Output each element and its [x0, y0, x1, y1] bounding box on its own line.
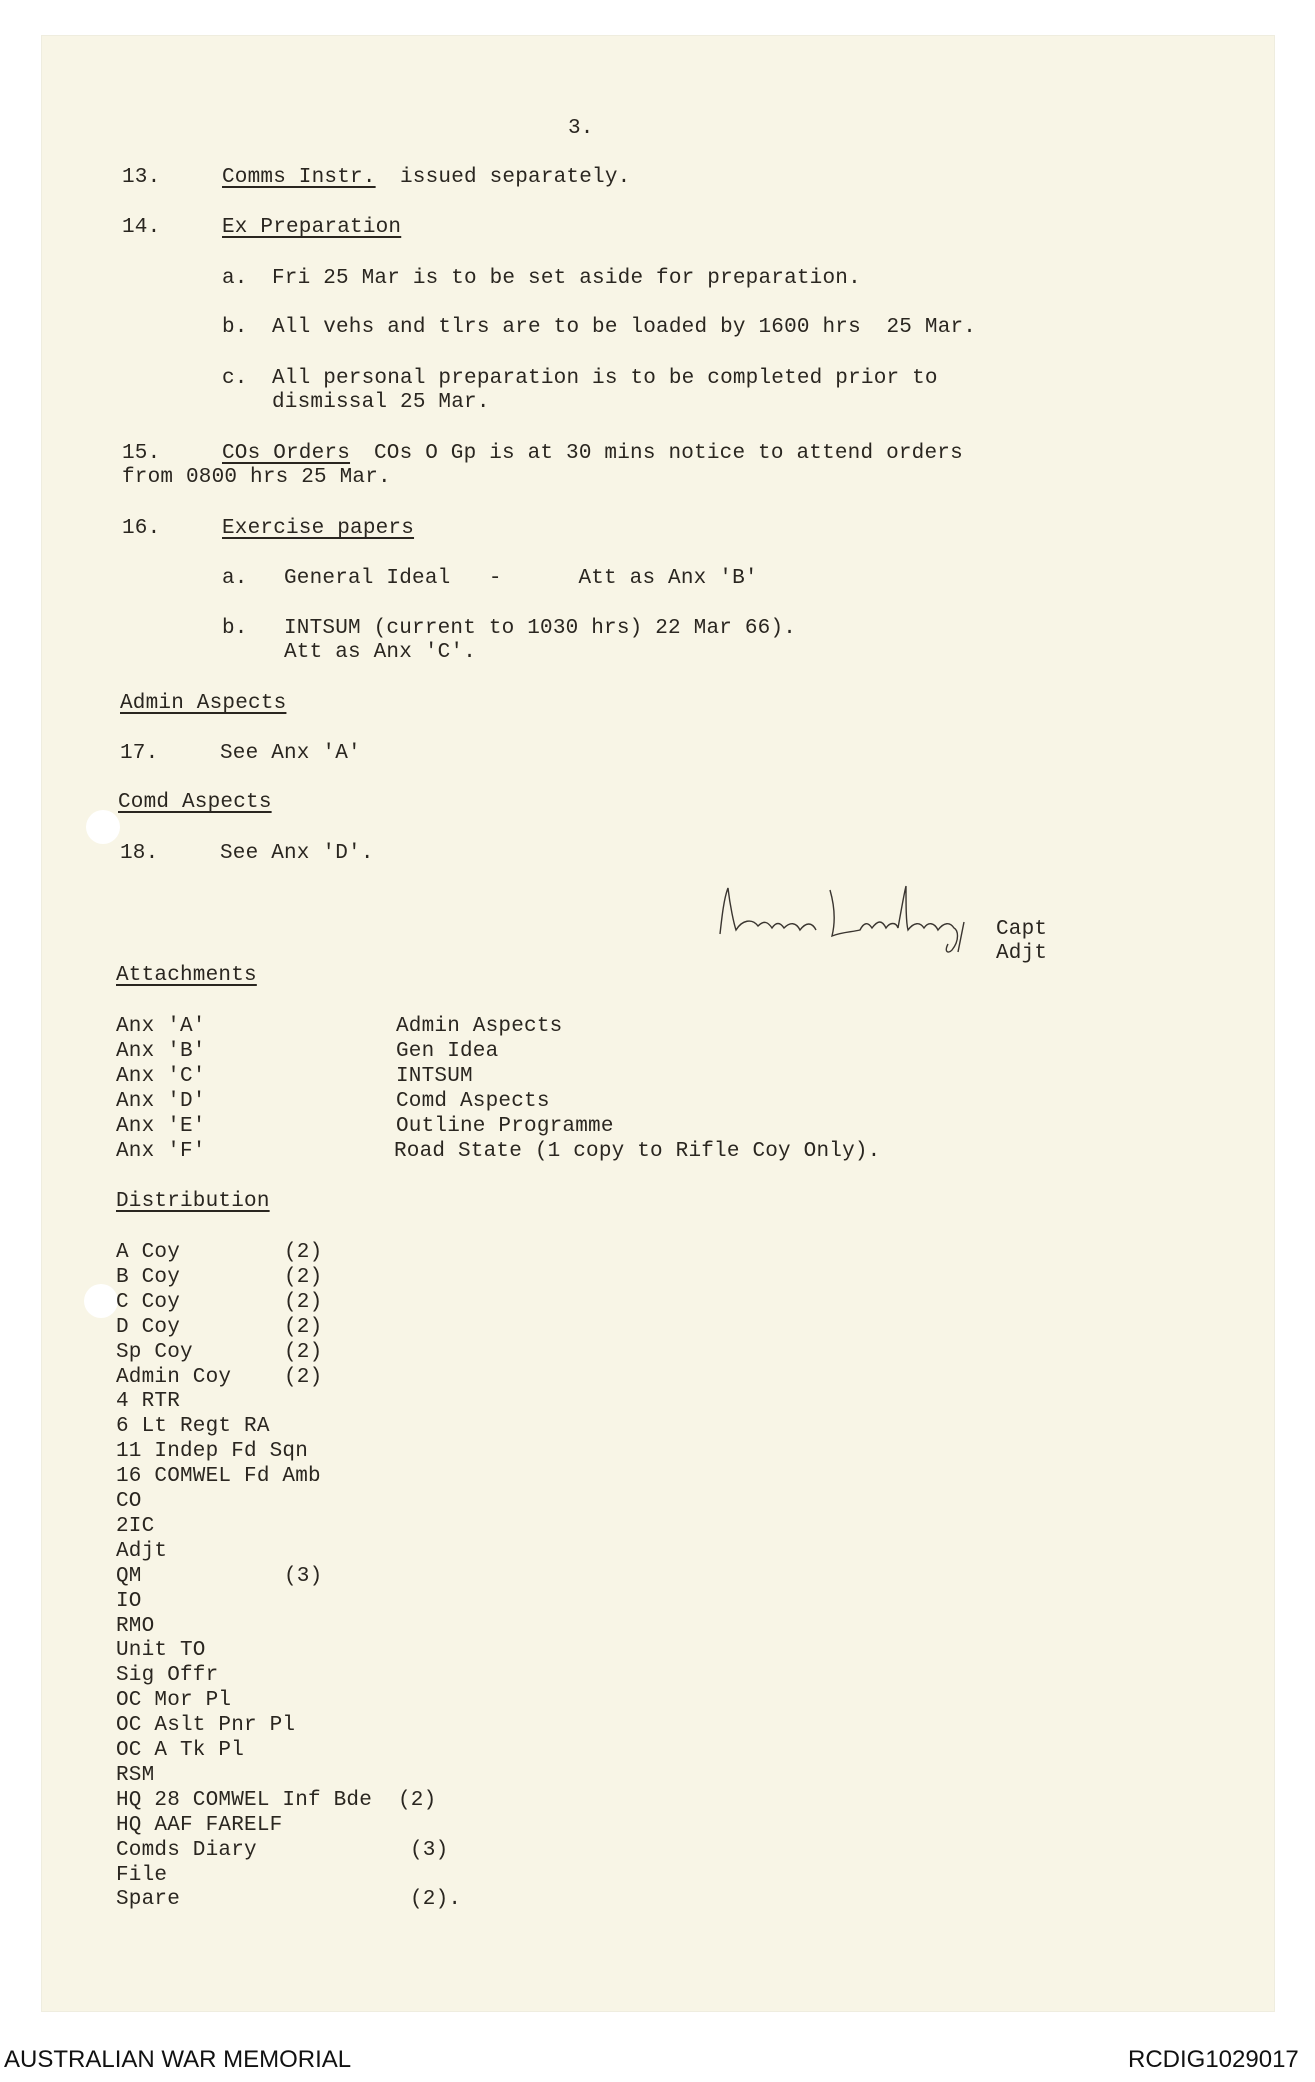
para-15-number: 15. [122, 442, 161, 465]
distribution-recipient: Admin Coy [116, 1366, 232, 1389]
attachment-desc: Road State (1 copy to Rifle Coy Only). [394, 1140, 881, 1163]
distribution-recipient: HQ AAF FARELF [116, 1814, 283, 1837]
para-16-number: 16. [122, 517, 161, 540]
para-14c-line2: dismissal 25 Mar. [272, 391, 490, 414]
distribution-recipient: B Coy [116, 1266, 181, 1289]
attachment-anx: Anx 'A' [116, 1015, 206, 1038]
signature-rank: Capt [996, 918, 1048, 941]
distribution-recipient: Sig Offr [116, 1664, 219, 1687]
footer-source: AUSTRALIAN WAR MEMORIAL [4, 2046, 352, 2073]
distribution-recipient: 11 Indep Fd Sqn [116, 1440, 309, 1463]
para-15-heading: COs Orders [222, 442, 351, 465]
para-16b-label: b. [222, 617, 248, 640]
signature-appointment: Adjt [996, 942, 1048, 965]
distribution-recipient: Adjt [116, 1540, 168, 1563]
distribution-recipient: 16 COMWEL Fd Amb [116, 1465, 321, 1488]
para-14b-text: All vehs and tlrs are to be loaded by 1600 hrs 25 Mar. [272, 316, 977, 339]
distribution-heading: Distribution [116, 1190, 270, 1213]
signature-image [712, 876, 982, 956]
para-14c-label: c. [222, 367, 248, 390]
distribution-recipient: 4 RTR [116, 1390, 181, 1413]
distribution-recipient: 2IC [116, 1515, 155, 1538]
distribution-recipient: RSM [116, 1764, 155, 1787]
distribution-recipient: File [116, 1864, 168, 1887]
distribution-recipient: 6 Lt Regt RA [116, 1415, 270, 1438]
attachment-desc: Admin Aspects [396, 1015, 563, 1038]
para-17-number: 17. [120, 742, 159, 765]
distribution-recipient: Comds Diary [116, 1839, 257, 1862]
footer-reference: RCDIG1029017 [1128, 2046, 1299, 2073]
para-18-text: See Anx 'D'. [220, 842, 374, 865]
para-13-number: 13. [122, 166, 161, 189]
distribution-copies: (2). [410, 1888, 462, 1911]
comd-aspects-heading: Comd Aspects [118, 791, 272, 814]
attachment-anx: Anx 'D' [116, 1090, 206, 1113]
para-14a-text: Fri 25 Mar is to be set aside for preparation. [272, 267, 861, 290]
punch-hole-top [86, 810, 120, 844]
para-14b-label: b. [222, 316, 248, 339]
attachment-desc: Comd Aspects [396, 1090, 550, 1113]
distribution-recipient: HQ 28 COMWEL Inf Bde [116, 1789, 373, 1812]
para-16a-label: a. [222, 567, 248, 590]
para-16b-line2: Att as Anx 'C'. [284, 641, 477, 664]
distribution-copies: (2) [284, 1366, 323, 1389]
para-16-heading: Exercise papers [222, 517, 415, 540]
para-14-heading: Ex Preparation [222, 216, 402, 239]
distribution-recipient: Spare [116, 1888, 181, 1911]
page-number: 3. [568, 117, 594, 140]
distribution-recipient: A Coy [116, 1241, 181, 1264]
distribution-recipient: OC Aslt Pnr Pl [116, 1714, 296, 1737]
distribution-copies: (2) [398, 1789, 437, 1812]
para-15-line1: COs O Gp is at 30 mins notice to attend orders [374, 442, 963, 465]
distribution-copies: (2) [284, 1291, 323, 1314]
attachments-heading: Attachments [116, 964, 257, 987]
distribution-copies: (3) [410, 1839, 449, 1862]
distribution-recipient: OC A Tk Pl [116, 1739, 245, 1762]
para-13-text: issued separately. [400, 166, 631, 189]
attachment-anx: Anx 'C' [116, 1065, 206, 1088]
distribution-recipient: Unit TO [116, 1639, 206, 1662]
punch-hole-bottom [84, 1284, 118, 1318]
attachment-desc: Gen Idea [396, 1040, 499, 1063]
distribution-recipient: C Coy [116, 1291, 181, 1314]
para-13-heading: Comms Instr. [222, 166, 376, 189]
distribution-recipient: D Coy [116, 1316, 181, 1339]
distribution-recipient: QM [116, 1565, 142, 1588]
attachment-desc: Outline Programme [396, 1115, 614, 1138]
para-17-text: See Anx 'A' [220, 742, 361, 765]
distribution-copies: (2) [284, 1241, 323, 1264]
para-15-line2: from 0800 hrs 25 Mar. [122, 466, 391, 489]
para-14-number: 14. [122, 216, 161, 239]
distribution-copies: (3) [284, 1565, 323, 1588]
distribution-recipient: Sp Coy [116, 1341, 193, 1364]
attachment-anx: Anx 'E' [116, 1115, 206, 1138]
para-14a-label: a. [222, 267, 248, 290]
para-14c-line1: All personal preparation is to be completed prior to [272, 367, 938, 390]
para-18-number: 18. [120, 842, 159, 865]
attachment-desc: INTSUM [396, 1065, 473, 1088]
distribution-copies: (2) [284, 1266, 323, 1289]
distribution-recipient: RMO [116, 1615, 155, 1638]
distribution-copies: (2) [284, 1341, 323, 1364]
distribution-recipient: CO [116, 1490, 142, 1513]
distribution-recipient: OC Mor Pl [116, 1689, 232, 1712]
para-16a-text: General Ideal - Att as Anx 'B' [284, 567, 758, 590]
para-16b-line1: INTSUM (current to 1030 hrs) 22 Mar 66). [284, 617, 797, 640]
attachment-anx: Anx 'B' [116, 1040, 206, 1063]
distribution-recipient: IO [116, 1590, 142, 1613]
distribution-copies: (2) [284, 1316, 323, 1339]
attachment-anx: Anx 'F' [116, 1140, 206, 1163]
admin-aspects-heading: Admin Aspects [120, 692, 287, 715]
